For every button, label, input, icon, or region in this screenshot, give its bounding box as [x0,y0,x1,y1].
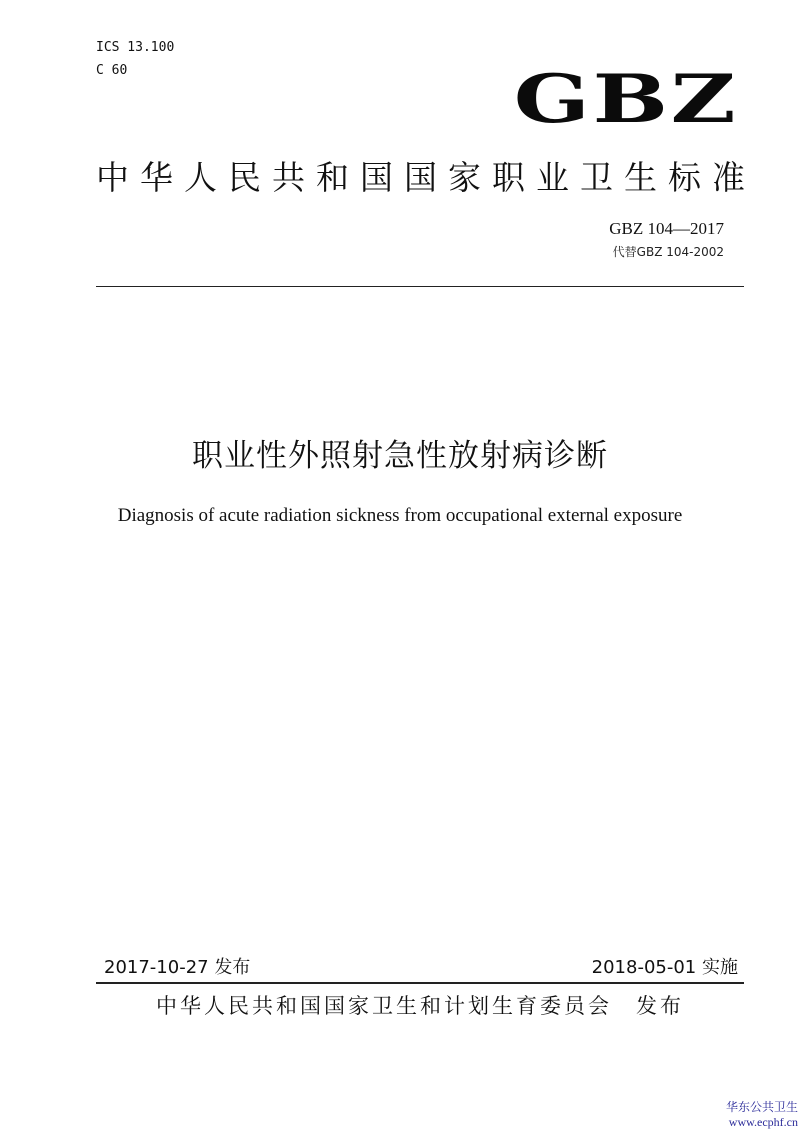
top-divider [96,286,744,287]
issue-date: 2017-10-27 发布 [104,957,251,978]
standard-number: GBZ 104—2017 [609,219,724,238]
bottom-divider [96,982,744,984]
implementation-date: 2018-05-01 实施 [591,957,738,978]
watermark-url: www.ecphf.cn [728,1115,798,1129]
watermark [726,1100,798,1130]
ics-code: ICS 13.100 [96,40,175,55]
gbz-logo: GBZ [513,60,738,138]
watermark-name: 华东公共卫生 [725,1100,798,1114]
document-title-english: Diagnosis of acute radiation sickness from occupational external exposure [117,505,683,526]
standard-type-heading: 中华人民共和国国家职业卫生标准 [96,158,756,197]
replaces-note: 代替GBZ 104-2002 [612,245,724,259]
document-title-chinese: 职业性外照射急性放射病诊断 [192,438,608,474]
issuer-action: 发布 [636,994,684,1018]
issuer-name: 中华人民共和国国家卫生和计划生育委员会 [156,994,612,1018]
ccs-code: C 60 [96,63,128,78]
issuer-line [96,993,744,1019]
